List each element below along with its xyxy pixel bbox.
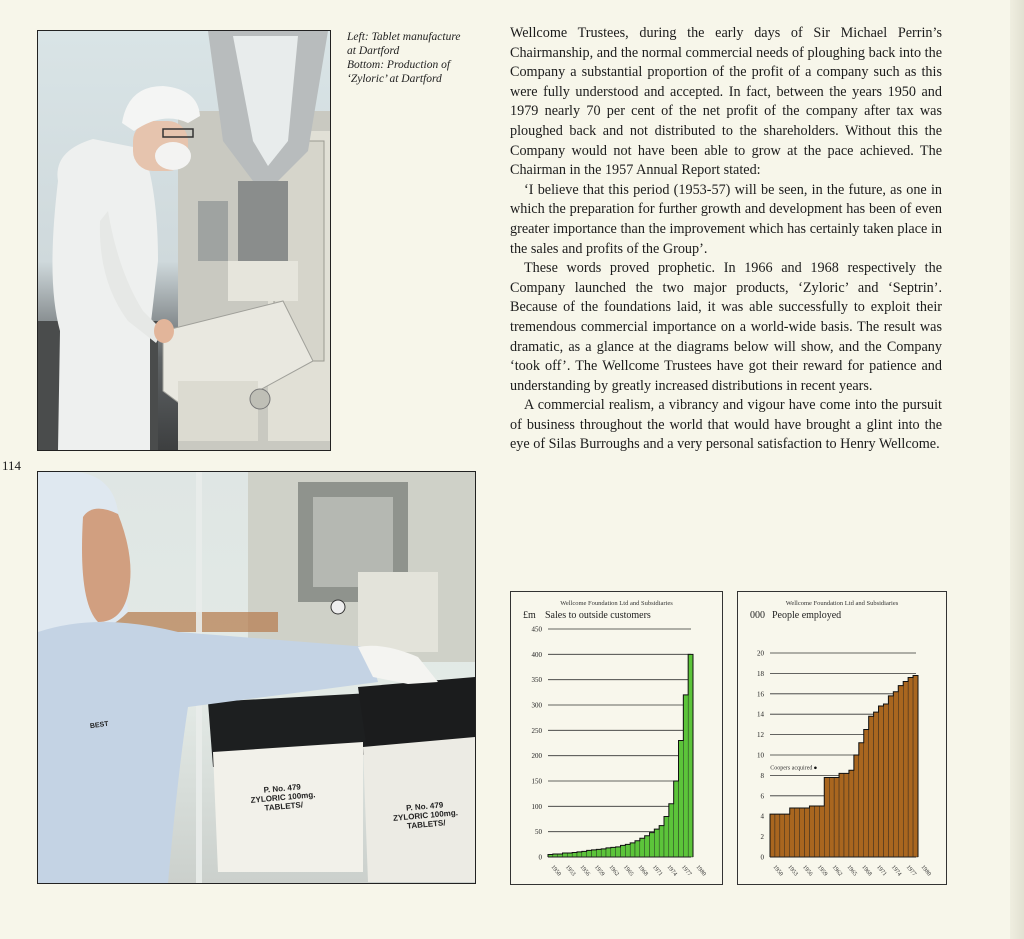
chart-bar (664, 816, 669, 857)
x-tick-label: 1971 (650, 864, 664, 878)
chart-bar (611, 847, 616, 857)
caption-line-2: at Dartford (347, 45, 400, 57)
chart-title: Sales to outside customers (545, 610, 651, 621)
chart-bar (616, 847, 621, 857)
chart-bar (879, 706, 884, 857)
y-tick-label: 400 (531, 650, 542, 659)
y-tick-label: 14 (757, 710, 764, 719)
x-tick-label: 1950 (771, 864, 784, 878)
y-tick-label: 300 (531, 701, 542, 710)
caption-line-4: ‘Zyloric’ at Dartford (347, 73, 442, 85)
chart-unit-label: 000 (750, 610, 765, 621)
chart-bar (864, 730, 869, 858)
chart-bar (785, 814, 790, 857)
chart-bar (679, 740, 684, 857)
caption-line-1: Left: Tablet manufacture (347, 31, 461, 43)
chart-bar (587, 850, 592, 857)
y-tick-label: 20 (757, 649, 764, 658)
chart-bar (635, 841, 640, 857)
chart-bar (913, 675, 918, 857)
chart-bar (601, 849, 606, 857)
chart-bar (563, 853, 568, 857)
photo-tablet-manufacture-illustration (38, 31, 330, 450)
chart-bar (592, 850, 597, 857)
x-tick-label: 1977 (904, 864, 917, 878)
chart-bar (859, 743, 864, 857)
body-text (510, 24, 942, 455)
chart-bar (669, 804, 674, 857)
x-tick-label: 1962 (607, 864, 620, 878)
chart-bar (805, 808, 810, 857)
chart-bar (577, 852, 582, 857)
y-tick-label: 0 (760, 853, 764, 862)
chart-bar (775, 814, 780, 857)
x-tick-label: 1965 (845, 864, 858, 878)
x-tick-label: 1974 (665, 864, 678, 878)
chart-bar (903, 682, 908, 857)
chart-supertitle: Wellcome Foundation Ltd and Subsidiaries (785, 600, 899, 607)
chart-bar (839, 773, 844, 857)
x-tick-label: 1953 (563, 864, 577, 878)
chart-bar (874, 712, 879, 857)
y-tick-label: 12 (757, 731, 764, 740)
chart-bar (659, 826, 664, 857)
chart-bar (625, 844, 630, 857)
chart-bar (790, 808, 795, 857)
y-tick-label: 350 (531, 676, 542, 685)
page-number: 114 (2, 458, 22, 473)
photo-caption (347, 30, 487, 86)
y-tick-label: 8 (760, 771, 764, 780)
chart-bar (819, 806, 824, 857)
y-tick-label: 4 (760, 812, 764, 821)
chart-bar (654, 829, 659, 857)
x-tick-label: 1959 (592, 864, 606, 878)
x-tick-label: 1956 (578, 864, 591, 878)
box-label-2: P. No. 479 ZYLORIC 100mg. TABLETS/ (392, 800, 459, 831)
chart-bar (770, 814, 775, 857)
y-tick-label: 100 (531, 802, 542, 811)
chart-bar (893, 692, 898, 857)
x-tick-label: 1971 (875, 864, 888, 878)
chart-people-svg (738, 592, 946, 884)
x-tick-label: 1974 (889, 864, 903, 878)
x-tick-label: 1980 (694, 864, 707, 878)
chart-sales-svg (511, 592, 722, 884)
x-tick-label: 1953 (786, 864, 799, 878)
coat-badge: BEST (89, 720, 110, 731)
chart-bar (567, 853, 572, 857)
caption-line-3: Bottom: Production of (347, 59, 451, 71)
chart-bar (683, 695, 688, 857)
chart-bar (621, 845, 626, 857)
chart-bar (898, 686, 903, 857)
x-tick-label: 1959 (815, 864, 829, 878)
chart-bar (908, 677, 913, 857)
chart-bar (582, 851, 587, 857)
chart-bar (596, 849, 601, 857)
chart-bar (645, 836, 650, 857)
y-tick-label: 200 (531, 752, 542, 761)
y-tick-label: 2 (760, 833, 764, 842)
x-tick-label: 1950 (549, 864, 562, 878)
chart-bar (883, 704, 888, 857)
box-label-1: P. No. 479 ZYLORIC 100mg. TABLETS/ (250, 782, 316, 813)
chart-bar (640, 838, 645, 857)
chart-bar (650, 833, 655, 857)
chart-bar (795, 808, 800, 857)
chart-bar (869, 716, 874, 857)
x-tick-label: 1968 (860, 864, 873, 878)
chart-bar (606, 848, 611, 857)
x-tick-label: 1962 (830, 864, 843, 878)
y-tick-label: 18 (757, 669, 764, 678)
chart-bar (674, 781, 679, 857)
chart-bar (824, 777, 829, 857)
chart-sales (510, 591, 723, 885)
chart-bar (829, 777, 834, 857)
y-tick-label: 10 (757, 751, 764, 760)
chart-bar (630, 843, 635, 857)
chart-bar (800, 808, 805, 857)
y-tick-label: 16 (757, 690, 764, 699)
chart-bar (809, 806, 814, 857)
chart-bar (814, 806, 819, 857)
y-tick-label: 250 (531, 726, 542, 735)
x-tick-label: 1977 (679, 864, 693, 878)
y-tick-label: 0 (538, 853, 542, 862)
chart-bar (780, 814, 785, 857)
chart-bar (688, 654, 693, 857)
page-edge (1010, 0, 1024, 939)
y-tick-label: 6 (760, 792, 764, 801)
paragraph-4: A commercial realism, a vibrancy and vigour have come into the pursuit of business throughout the world that would have brought a glint into the eye of Silas Burroughs and a very personal satisfaction to Henry Wellcome. (510, 397, 942, 453)
paragraph-2: ‘I believe that this period (1953-57) will be seen, in the future, as one in which the preparation for further growth and development has been of even greater importance than the improvement which has certainly taken place in the sales and profits of the Group’. (510, 181, 942, 257)
y-tick-label: 450 (531, 625, 542, 634)
x-tick-label: 1968 (636, 864, 649, 878)
paragraph-3: These words proved prophetic. In 1966 and 1968 respectively the Company launched the two major products, ‘Zyloric’ and ‘Septrin’. Because of the foundations laid, it was able successfully to exploit their tremendous commercial importance on a world-wide basis. The result was dramatic, as a glance at the diagrams below will show, and the Company ‘took off’. The Wellcome Trustees have got their reward for patience and understanding by greatly increased distributions in recent years. (510, 260, 942, 394)
chart-annotation: Coopers acquired (770, 765, 813, 772)
x-tick-label: 1956 (801, 864, 814, 878)
paragraph-1: Wellcome Trustees, during the early days of Sir Michael Perrin’s Chairmanship, and the normal commercial needs of ploughing back into the Company a substantial proportion of the profit of a company such as this were fully understood and accepted. In fact, between the years 1950 and 1979 nearly 70 per cent of the net profit of the company after tax was ploughed back and not distributed to the shareholders. Without this the Company would not have been able to grow at the pace achieved. The Chairman in the 1957 Annual Report stated: (510, 25, 942, 179)
chart-bar (849, 770, 854, 857)
chart-bar (854, 755, 859, 857)
chart-supertitle: Wellcome Foundation Ltd and Subsidiaries (560, 600, 673, 607)
chart-bar (844, 773, 849, 857)
chart-people (737, 591, 947, 885)
x-tick-label: 1980 (919, 864, 932, 878)
chart-unit-label: £m (523, 610, 536, 621)
chart-annotation-marker (814, 766, 817, 769)
photo-zyloric-production (37, 471, 476, 884)
y-tick-label: 150 (531, 777, 542, 786)
chart-title: People employed (772, 610, 842, 621)
chart-bar (834, 777, 839, 857)
chart-bar (572, 852, 577, 857)
photo-tablet-manufacture (37, 30, 331, 451)
y-tick-label: 50 (535, 828, 542, 837)
x-tick-label: 1965 (621, 864, 635, 878)
chart-bar (888, 696, 893, 857)
